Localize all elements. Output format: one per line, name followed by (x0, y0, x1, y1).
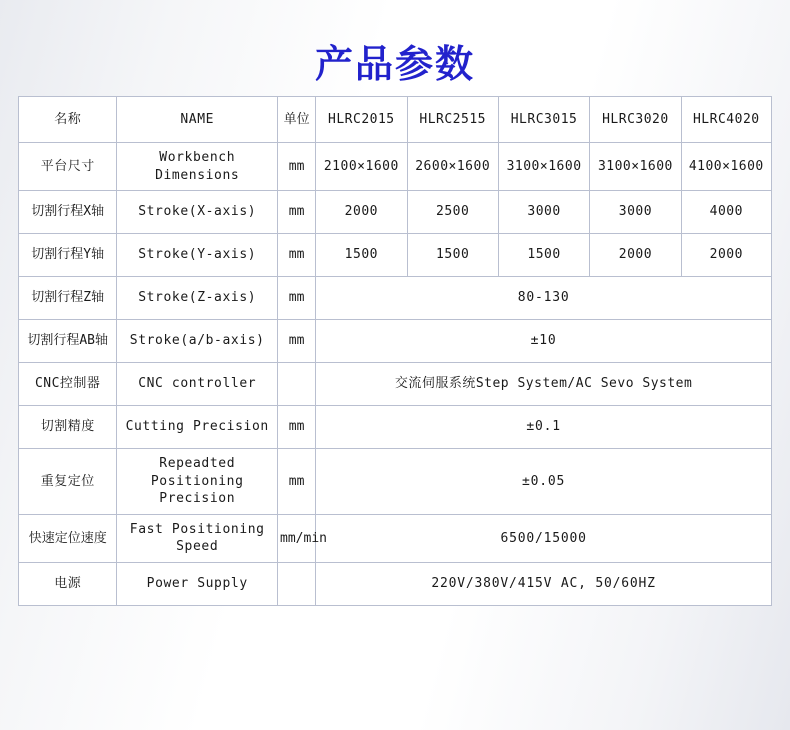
row-unit (278, 562, 316, 605)
header-cell-model-3: HLRC3015 (498, 97, 589, 143)
row-label-en: Power Supply (117, 562, 278, 605)
row-value-merged: ±0.05 (316, 449, 772, 515)
header-cell-model-2: HLRC2515 (407, 97, 498, 143)
row-value-merged: 交流伺服系统Step System/AC Sevo System (316, 363, 772, 406)
header-cell-unit: 单位 (278, 97, 316, 143)
row-label-en: Stroke(X-axis) (117, 191, 278, 234)
row-label-cn: CNC控制器 (19, 363, 117, 406)
row-value-merged: ±0.1 (316, 406, 772, 449)
table-row (19, 514, 772, 562)
row-label-en: Cutting Precision (117, 406, 278, 449)
page-title: 产品参数 (314, 42, 475, 86)
row-value: 1500 (407, 234, 498, 277)
row-value: 1500 (498, 234, 589, 277)
row-unit: mm (278, 320, 316, 363)
row-label-cn: 切割行程Z轴 (19, 277, 117, 320)
row-label-cn: 重复定位 (19, 449, 117, 515)
table-row (19, 234, 772, 277)
row-value: 3000 (498, 191, 589, 234)
row-value: 2000 (681, 234, 771, 277)
row-unit (278, 363, 316, 406)
table-row (19, 143, 772, 191)
header-cell-model-4: HLRC3020 (590, 97, 681, 143)
table-row (19, 449, 772, 515)
row-value: 2000 (316, 191, 407, 234)
row-label-cn: 切割行程Y轴 (19, 234, 117, 277)
row-label-en: Workbench Dimensions (117, 143, 278, 191)
row-value: 2500 (407, 191, 498, 234)
row-unit: mm (278, 143, 316, 191)
table-row (19, 277, 772, 320)
row-label-cn: 切割精度 (19, 406, 117, 449)
row-value-merged: 220V/380V/415V AC, 50/60HZ (316, 562, 772, 605)
row-value: 2000 (590, 234, 681, 277)
row-label-cn: 电源 (19, 562, 117, 605)
header-cell-name-en: NAME (117, 97, 278, 143)
header-cell-model-1: HLRC2015 (316, 97, 407, 143)
row-value: 3100×1600 (590, 143, 681, 191)
row-label-en: Fast Positioning Speed (117, 514, 278, 562)
row-label-en: Stroke(Y-axis) (117, 234, 278, 277)
header-cell-model-5: HLRC4020 (681, 97, 771, 143)
row-value: 1500 (316, 234, 407, 277)
row-label-cn: 平台尺寸 (19, 143, 117, 191)
row-label-en: Stroke(a/b-axis) (117, 320, 278, 363)
row-value: 4000 (681, 191, 771, 234)
row-unit: mm (278, 449, 316, 515)
spec-table-container (0, 96, 790, 606)
row-value: 4100×1600 (681, 143, 771, 191)
row-label-en: Repeadted Positioning Precision (117, 449, 278, 515)
row-unit: mm (278, 191, 316, 234)
row-unit: mm (278, 234, 316, 277)
header-cell-name-cn: 名称 (19, 97, 117, 143)
row-unit: mm/min (278, 514, 316, 562)
table-row (19, 320, 772, 363)
row-value-merged: ±10 (316, 320, 772, 363)
row-value: 3100×1600 (498, 143, 589, 191)
row-unit: mm (278, 277, 316, 320)
table-row (19, 363, 772, 406)
row-value: 2600×1600 (407, 143, 498, 191)
product-spec-table (18, 96, 772, 606)
row-label-cn: 切割行程AB轴 (19, 320, 117, 363)
row-label-cn: 快速定位速度 (19, 514, 117, 562)
row-unit: mm (278, 406, 316, 449)
row-label-en: Stroke(Z-axis) (117, 277, 278, 320)
table-header-row (19, 97, 772, 143)
row-value-merged: 80-130 (316, 277, 772, 320)
row-value: 2100×1600 (316, 143, 407, 191)
table-row (19, 191, 772, 234)
row-value: 3000 (590, 191, 681, 234)
row-value-merged: 6500/15000 (316, 514, 772, 562)
table-row (19, 562, 772, 605)
row-label-en: CNC controller (117, 363, 278, 406)
table-row (19, 406, 772, 449)
row-label-cn: 切割行程X轴 (19, 191, 117, 234)
